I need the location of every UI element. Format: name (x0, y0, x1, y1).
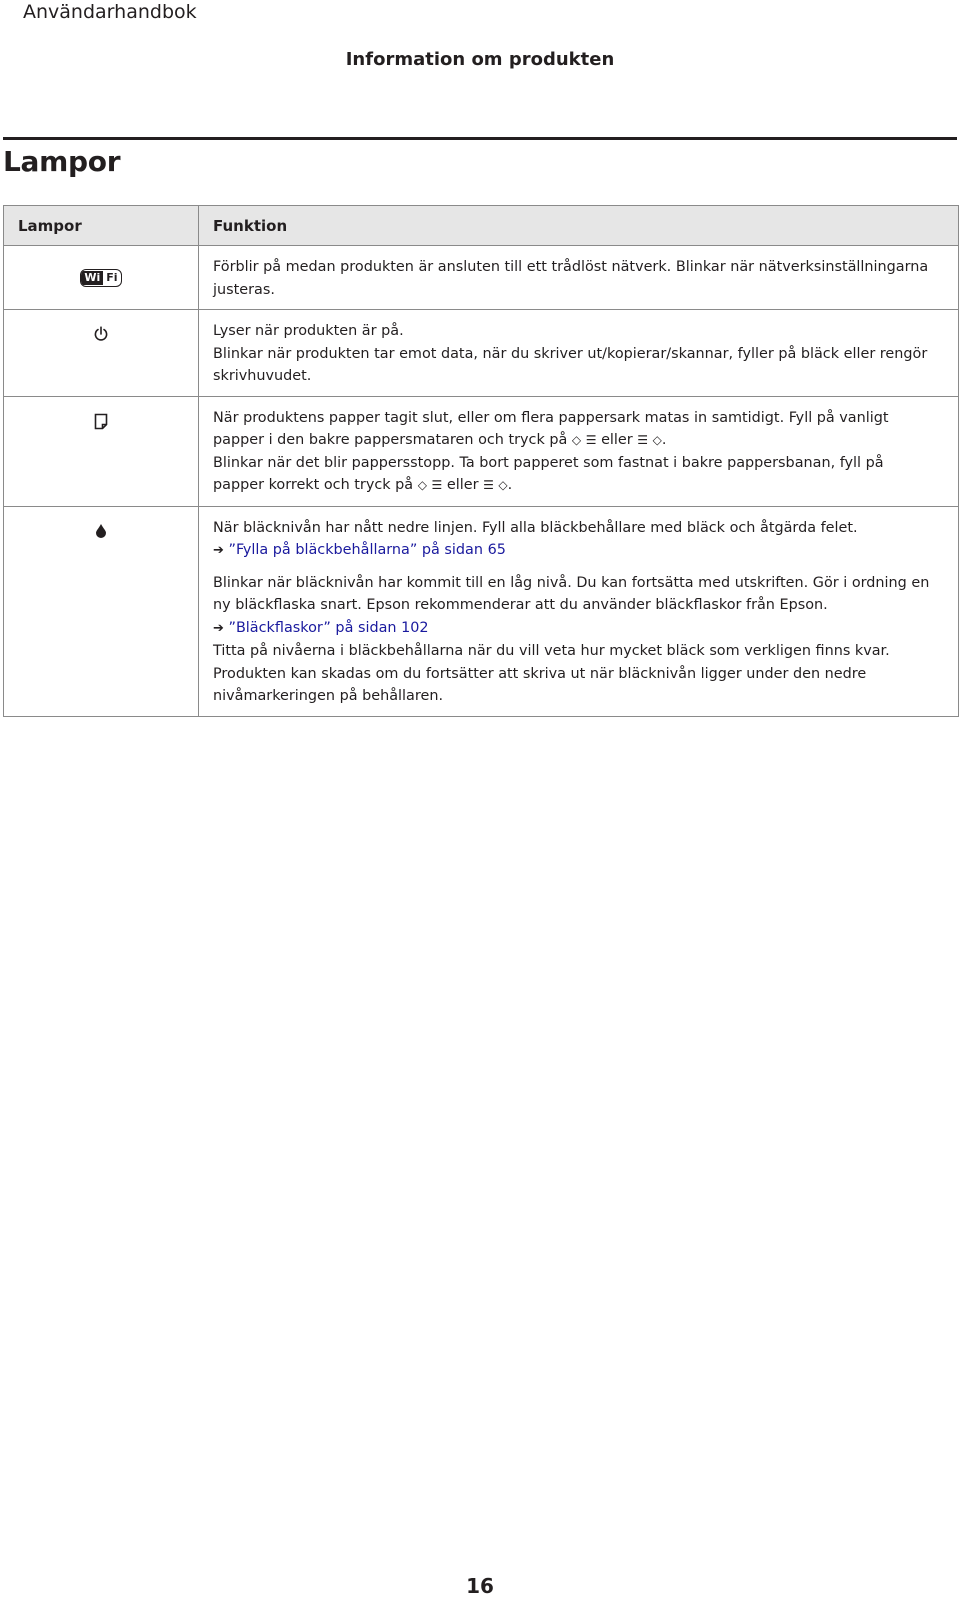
function-cell (199, 396, 959, 506)
link-fill-ink-tanks[interactable]: ”Fylla på bläckbehållarna” på sidan 65 (228, 542, 506, 558)
function-text: nivåmarkeringen på behållaren. (213, 688, 444, 704)
function-cell (199, 310, 959, 397)
function-text-part: papper i den bakre pappersmataren och tryck på (213, 432, 568, 448)
cross-reference-link[interactable] (213, 617, 948, 641)
table-row (4, 310, 959, 397)
cross-reference-link[interactable] (213, 539, 948, 563)
paper-stack-icon: ☰ (637, 433, 649, 447)
section-header: Information om produkten (345, 49, 615, 70)
function-text: Lyser när produkten är på. (213, 323, 404, 339)
column-header-function: Funktion (199, 206, 959, 246)
function-text (213, 474, 948, 497)
paper-stack-icon: ☰ (431, 478, 443, 492)
paper-icon (94, 413, 108, 430)
function-text: När bläcknivån har nått nedre linjen. Fyll alla bläckbehållare med bläck och åtgärda felet. (213, 519, 858, 536)
paper-stack-icon: ☰ (585, 433, 597, 447)
lamp-cell (4, 310, 199, 397)
function-text: Blinkar när produkten tar emot data, när du skriver ut/kopierar/skannar, fyller på bläck eller rengör (213, 345, 928, 362)
function-text: Förblir på medan produkten är ansluten till ett trådlöst nätverk. Blinkar när nätverksinställningarna (213, 259, 929, 275)
function-text: skrivhuvudet. (213, 368, 312, 384)
function-text-part: papper korrekt och tryck på (213, 477, 414, 493)
title-rule (3, 137, 957, 140)
wifi-icon-wi: Wi (81, 271, 103, 285)
function-text: Produkten kan skadas om du fortsätter att skriva ut när bläcknivån ligger under den nedre (213, 665, 867, 682)
function-text: När produktens papper tagit slut, eller om flera pappersark matas in samtidigt. Fyll på vanligt (213, 409, 889, 426)
ink-drop-icon (95, 523, 107, 538)
column-header-lamps: Lampor (4, 206, 199, 246)
function-text (213, 429, 948, 452)
lamp-cell (4, 506, 199, 716)
wifi-icon (80, 269, 121, 287)
table-row (4, 246, 959, 310)
table-header-row (4, 206, 959, 246)
function-text: Blinkar när det blir pappersstopp. Ta bort papperet som fastnat i bakre pappersbanan, fyll på (213, 454, 884, 471)
running-header: Användarhandbok (23, 1, 197, 23)
table-row (4, 506, 959, 716)
page-number: 16 (466, 1574, 494, 1598)
function-text: Titta på nivåerna i bläckbehållarna när du vill veta hur mycket bläck som verkligen finns kvar. (213, 643, 890, 659)
power-icon (93, 326, 109, 342)
page-title: Lampor (3, 145, 121, 178)
function-text-part: eller (446, 477, 479, 493)
lamp-cell (4, 246, 199, 310)
start-diamond-icon: ◇ (417, 478, 427, 492)
function-text: Blinkar när bläcknivån har kommit till en låg nivå. Du kan fortsätta med utskriften. Gör i ordning en (213, 574, 930, 591)
arrow-right-icon: ➔ (213, 543, 224, 558)
function-text: justeras. (213, 281, 275, 298)
lamp-function-table (3, 205, 959, 717)
start-diamond-icon: ◇ (571, 433, 582, 447)
link-ink-bottles[interactable]: ”Bläckflaskor” på sidan 102 (228, 619, 429, 636)
arrow-right-icon: ➔ (213, 620, 224, 636)
function-text: ny bläckflaska snart. Epson rekommenderar att du använder bläckflaskor från Epson. (213, 597, 828, 613)
start-diamond-icon: ◇ (652, 433, 662, 447)
table-row (4, 396, 959, 506)
function-cell (199, 246, 959, 310)
function-text-part: eller (601, 432, 633, 448)
start-diamond-icon: ◇ (498, 478, 508, 492)
wifi-icon-fi: Fi (106, 271, 118, 284)
lamp-cell (4, 396, 199, 506)
function-text-part: . (507, 477, 513, 493)
function-cell (199, 506, 959, 716)
paper-stack-icon: ☰ (483, 478, 494, 492)
function-text-part: . (661, 432, 667, 448)
